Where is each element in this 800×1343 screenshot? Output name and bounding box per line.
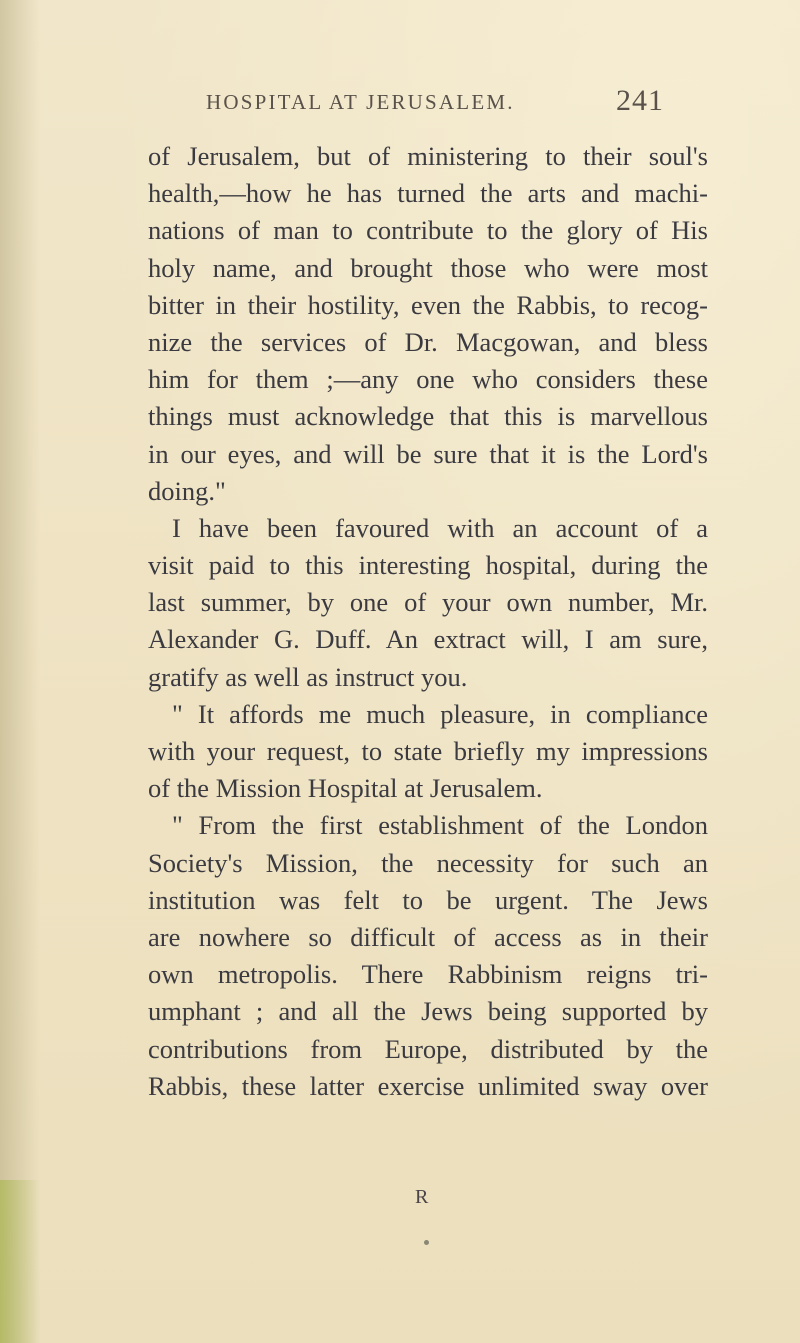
text-line: are nowhere so difficult of access as in their <box>148 921 708 952</box>
running-title: HOSPITAL AT JERUSALEM. <box>206 90 515 114</box>
text-line: with your request, to state briefly my impressions <box>148 736 708 766</box>
text-line: Alexander G. Duff. An extract will, I am sure, <box>148 624 708 655</box>
page-edge-shadow <box>0 0 40 1343</box>
text-line: " It affords me much pleasure, in compliance <box>172 698 708 729</box>
text-line: doing." <box>148 475 226 506</box>
text-line: nations of man to contribute to the glory of His <box>148 215 708 246</box>
text-line: bitter in their hostility, even the Rabbis, to recog- <box>148 289 708 320</box>
text-line: health,—how he has turned the arts and machi- <box>148 178 708 209</box>
text-line: own metropolis. There Rabbinism reigns tri- <box>148 959 708 990</box>
text-line: of the Mission Hospital at Jerusalem. <box>148 773 543 804</box>
text-line: visit paid to this interesting hospital, during the <box>148 550 708 581</box>
ink-dot <box>424 1240 429 1245</box>
text-line: nize the services of Dr. Macgowan, and bless <box>148 326 708 357</box>
text-line: Society's Mission, the necessity for such an <box>148 847 708 878</box>
text-line: umphant ; and all the Jews being supported by <box>148 996 708 1027</box>
text-line: gratify as well as instruct you. <box>148 661 468 692</box>
text-line: I have been favoured with an account of a <box>172 512 708 543</box>
text-line: of Jerusalem, but of ministering to their soul's <box>148 141 708 171</box>
text-line: institution was felt to be urgent. The Jews <box>148 884 708 915</box>
text-line: things must acknowledge that this is marvellous <box>148 401 708 432</box>
body-text <box>148 138 708 1105</box>
text-line: last summer, by one of your own number, Mr. <box>148 587 708 618</box>
text-line: contributions from Europe, distributed by the <box>148 1033 708 1064</box>
text-line: in our eyes, and will be sure that it is the Lord's <box>148 438 708 469</box>
text-line: " From the first establishment of the London <box>172 810 708 841</box>
text-line: him for them ;—any one who considers these <box>148 364 708 395</box>
signature-mark: R <box>415 1186 429 1208</box>
text-line: Rabbis, these latter exercise unlimited sway over <box>148 1070 708 1101</box>
page-edge-tint <box>0 1180 40 1343</box>
text-line: holy name, and brought those who were most <box>148 252 708 283</box>
page-number: 241 <box>616 84 664 117</box>
